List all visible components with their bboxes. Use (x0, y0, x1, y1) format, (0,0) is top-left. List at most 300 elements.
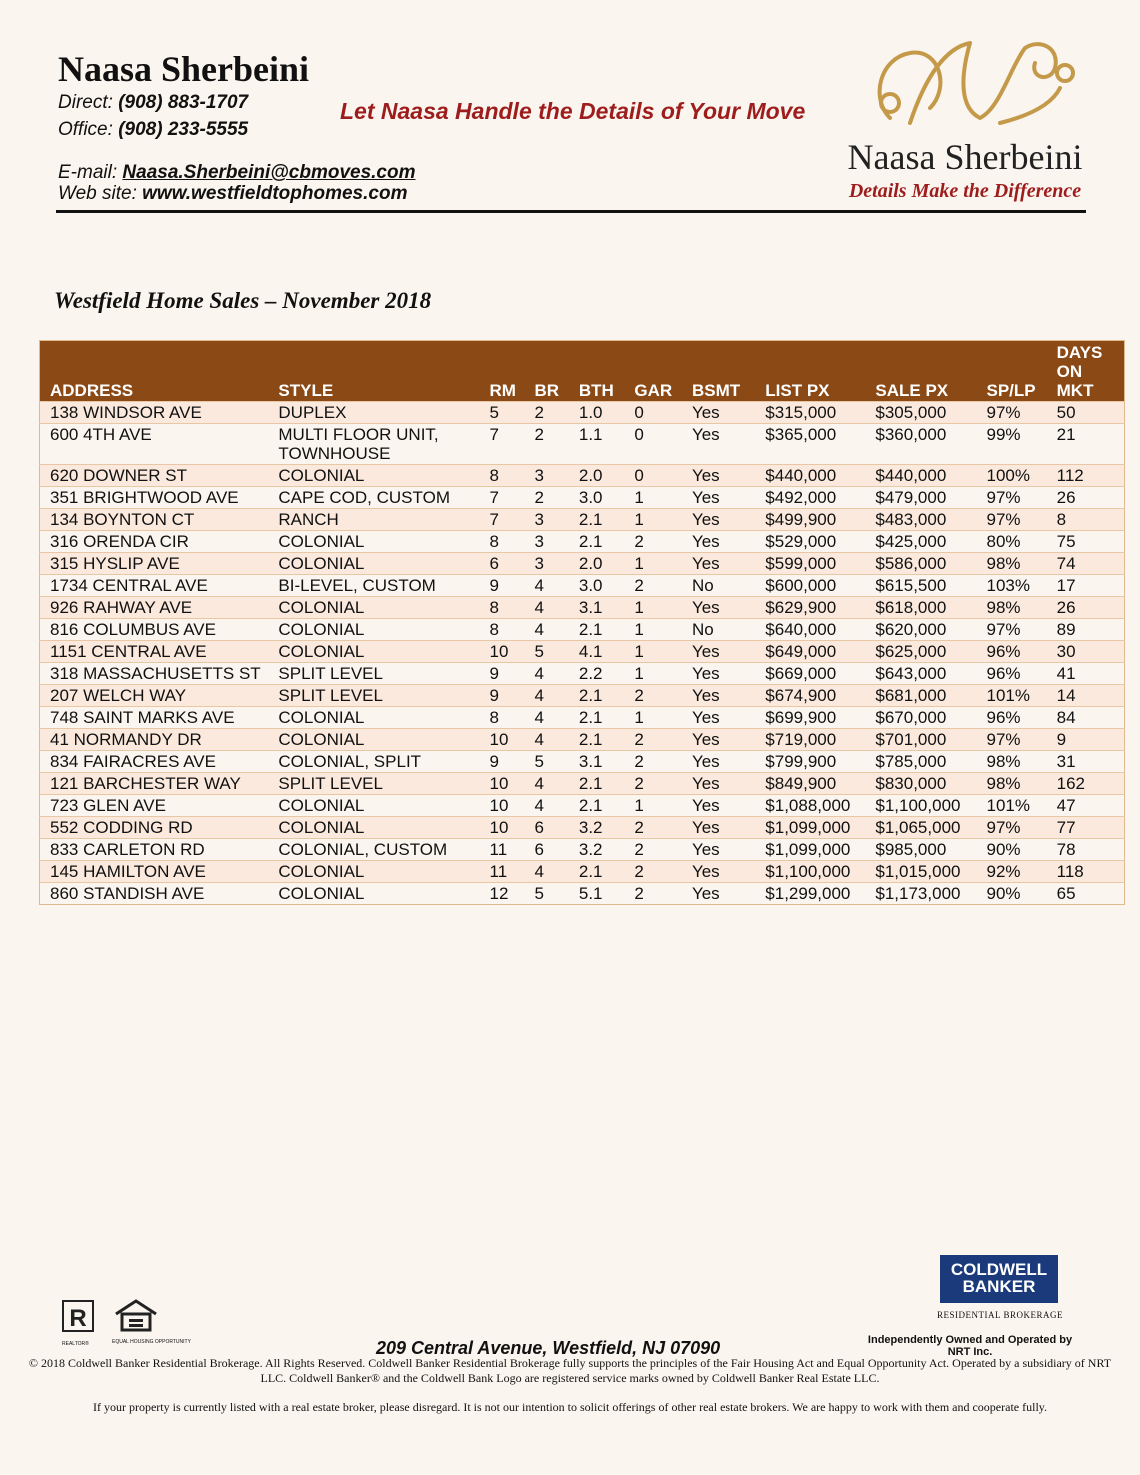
cell-style: COLONIAL (268, 619, 479, 641)
cell-bsmt: Yes (682, 773, 755, 795)
cell-bth: 2.1 (569, 509, 625, 531)
cell-bth: 2.1 (569, 861, 625, 883)
cell-address: 134 BOYNTON CT (40, 509, 269, 531)
cell-bth: 2.0 (569, 553, 625, 575)
cell-bsmt: Yes (682, 531, 755, 553)
monogram-icon (850, 28, 1090, 138)
cell-bth: 3.0 (569, 575, 625, 597)
table-row (40, 487, 1125, 509)
cell-rm: 12 (480, 883, 525, 905)
cell-days-on-market: 118 (1047, 861, 1125, 883)
cell-list-price: $1,100,000 (755, 861, 865, 883)
cell-gar: 2 (624, 729, 682, 751)
column-header-style: STYLE (268, 341, 479, 402)
cell-list-price: $674,900 (755, 685, 865, 707)
cell-bsmt: Yes (682, 487, 755, 509)
cell-bth: 2.1 (569, 795, 625, 817)
cell-br: 2 (524, 402, 568, 424)
tagline: Let Naasa Handle the Details of Your Move (340, 98, 806, 124)
cell-rm: 10 (480, 773, 525, 795)
cell-list-price: $719,000 (755, 729, 865, 751)
cell-list-price: $365,000 (755, 424, 865, 465)
cell-address: 834 FAIRACRES AVE (40, 751, 269, 773)
column-header-rm: RM (480, 341, 525, 402)
cell-gar: 2 (624, 839, 682, 861)
cell-list-price: $1,099,000 (755, 817, 865, 839)
cell-sale-price: $985,000 (865, 839, 976, 861)
email-label: E-mail: (58, 162, 118, 183)
cell-sale-price: $625,000 (865, 641, 976, 663)
table-row (40, 707, 1125, 729)
cell-br: 3 (524, 465, 568, 487)
cell-bsmt: Yes (682, 883, 755, 905)
cell-days-on-market: 78 (1047, 839, 1125, 861)
table-row (40, 663, 1125, 685)
column-header-days-on-market: DAYS ON MKT (1047, 341, 1125, 402)
cell-bth: 2.1 (569, 773, 625, 795)
cell-address: 833 CARLETON RD (40, 839, 269, 861)
cell-style: COLONIAL, CUSTOM (268, 839, 479, 861)
cell-days-on-market: 8 (1047, 509, 1125, 531)
office-phone[interactable]: (908) 233-5555 (118, 119, 249, 140)
cell-sp-lp: 96% (977, 707, 1047, 729)
cell-list-price: $649,000 (755, 641, 865, 663)
cell-bth: 2.0 (569, 465, 625, 487)
table-row (40, 509, 1125, 531)
cell-bsmt: Yes (682, 597, 755, 619)
cell-days-on-market: 74 (1047, 553, 1125, 575)
cell-gar: 0 (624, 402, 682, 424)
cell-style: MULTI FLOOR UNIT, TOWNHOUSE (268, 424, 479, 465)
cell-days-on-market: 162 (1047, 773, 1125, 795)
table-row (40, 817, 1125, 839)
cell-bth: 2.1 (569, 531, 625, 553)
cell-address: 121 BARCHESTER WAY (40, 773, 269, 795)
cell-days-on-market: 50 (1047, 402, 1125, 424)
cell-rm: 7 (480, 487, 525, 509)
cell-address: 860 STANDISH AVE (40, 883, 269, 905)
cell-style: COLONIAL (268, 531, 479, 553)
cell-bsmt: Yes (682, 424, 755, 465)
cell-sale-price: $360,000 (865, 424, 976, 465)
cell-list-price: $499,900 (755, 509, 865, 531)
column-header-sale-price: SALE PX (865, 341, 976, 402)
cell-rm: 10 (480, 795, 525, 817)
cell-bsmt: Yes (682, 751, 755, 773)
cell-bth: 2.1 (569, 707, 625, 729)
report-title: Westfield Home Sales – November 2018 (54, 288, 432, 313)
cell-days-on-market: 31 (1047, 751, 1125, 773)
cell-bsmt: Yes (682, 817, 755, 839)
cell-style: COLONIAL (268, 553, 479, 575)
cell-style: COLONIAL (268, 707, 479, 729)
cell-address: 620 DOWNER ST (40, 465, 269, 487)
cell-days-on-market: 30 (1047, 641, 1125, 663)
table-row (40, 553, 1125, 575)
cell-style: COLONIAL (268, 597, 479, 619)
cell-list-price: $1,299,000 (755, 883, 865, 905)
cell-list-price: $492,000 (755, 487, 865, 509)
cell-list-price: $669,000 (755, 663, 865, 685)
cell-style: CAPE COD, CUSTOM (268, 487, 479, 509)
cell-rm: 8 (480, 619, 525, 641)
cell-gar: 1 (624, 487, 682, 509)
cell-gar: 2 (624, 773, 682, 795)
equal-housing-icon (112, 1298, 191, 1345)
cell-bth: 3.2 (569, 839, 625, 861)
cell-sp-lp: 96% (977, 663, 1047, 685)
cell-days-on-market: 26 (1047, 487, 1125, 509)
cell-sp-lp: 97% (977, 402, 1047, 424)
footer-address: 209 Central Avenue, Westfield, NJ 07090 (376, 1338, 721, 1358)
cell-sale-price: $440,000 (865, 465, 976, 487)
cell-list-price: $1,099,000 (755, 839, 865, 861)
cell-bth: 2.1 (569, 729, 625, 751)
cell-gar: 2 (624, 575, 682, 597)
cell-rm: 10 (480, 641, 525, 663)
website-label: Web site: (58, 183, 137, 204)
cell-gar: 2 (624, 531, 682, 553)
cell-address: 552 CODDING RD (40, 817, 269, 839)
logo-name: Naasa Sherbeini (847, 137, 1083, 177)
cell-bsmt: Yes (682, 839, 755, 861)
logo-motto: Details Make the Difference (848, 180, 1082, 202)
website-line (58, 183, 407, 205)
cell-style: COLONIAL (268, 861, 479, 883)
table-row (40, 685, 1125, 707)
cell-gar: 1 (624, 509, 682, 531)
cb-logo-line2: BANKER (962, 1277, 1036, 1296)
cell-bth: 1.1 (569, 424, 625, 465)
office-phone-line (58, 119, 248, 141)
cell-rm: 8 (480, 465, 525, 487)
cell-gar: 0 (624, 424, 682, 465)
cell-br: 4 (524, 773, 568, 795)
office-label: Office: (58, 119, 113, 140)
table-row (40, 773, 1125, 795)
direct-phone-line (58, 92, 248, 114)
cell-sale-price: $586,000 (865, 553, 976, 575)
column-header-sp-lp: SP/LP (977, 341, 1047, 402)
table-row (40, 597, 1125, 619)
table-row (40, 883, 1125, 905)
cell-sale-price: $425,000 (865, 531, 976, 553)
cell-bsmt: Yes (682, 729, 755, 751)
cell-rm: 7 (480, 424, 525, 465)
cell-address: 41 NORMANDY DR (40, 729, 269, 751)
cell-sp-lp: 97% (977, 817, 1047, 839)
cell-address: 315 HYSLIP AVE (40, 553, 269, 575)
cell-list-price: $315,000 (755, 402, 865, 424)
cell-sp-lp: 80% (977, 531, 1047, 553)
cell-sp-lp: 97% (977, 487, 1047, 509)
cell-sale-price: $785,000 (865, 751, 976, 773)
cell-br: 5 (524, 883, 568, 905)
table-row (40, 575, 1125, 597)
cell-sale-price: $701,000 (865, 729, 976, 751)
cell-list-price: $629,900 (755, 597, 865, 619)
svg-text:R: R (69, 1305, 87, 1332)
cell-gar: 2 (624, 861, 682, 883)
cell-days-on-market: 17 (1047, 575, 1125, 597)
cell-list-price: $599,000 (755, 553, 865, 575)
cell-gar: 1 (624, 619, 682, 641)
cell-br: 4 (524, 597, 568, 619)
cell-bsmt: Yes (682, 509, 755, 531)
table-row (40, 729, 1125, 751)
cell-rm: 11 (480, 861, 525, 883)
table-row (40, 402, 1125, 424)
cell-rm: 8 (480, 707, 525, 729)
cell-sp-lp: 97% (977, 729, 1047, 751)
cell-sp-lp: 101% (977, 685, 1047, 707)
cell-address: 723 GLEN AVE (40, 795, 269, 817)
cell-bsmt: No (682, 575, 755, 597)
cell-bth: 2.1 (569, 685, 625, 707)
cell-bth: 4.1 (569, 641, 625, 663)
cell-address: 351 BRIGHTWOOD AVE (40, 487, 269, 509)
cell-list-price: $849,900 (755, 773, 865, 795)
cell-rm: 10 (480, 817, 525, 839)
table-row (40, 795, 1125, 817)
cell-days-on-market: 112 (1047, 465, 1125, 487)
cell-list-price: $799,900 (755, 751, 865, 773)
cell-style: RANCH (268, 509, 479, 531)
cell-br: 4 (524, 729, 568, 751)
cell-sale-price: $830,000 (865, 773, 976, 795)
cell-sp-lp: 98% (977, 597, 1047, 619)
cell-bsmt: No (682, 619, 755, 641)
sales-table (39, 340, 1125, 905)
coldwell-banker-logo (940, 1255, 1058, 1303)
cell-gar: 0 (624, 465, 682, 487)
cell-sale-price: $618,000 (865, 597, 976, 619)
cell-days-on-market: 26 (1047, 597, 1125, 619)
cell-bth: 2.1 (569, 619, 625, 641)
cell-style: COLONIAL, SPLIT (268, 751, 479, 773)
cell-sale-price: $305,000 (865, 402, 976, 424)
cell-rm: 10 (480, 729, 525, 751)
cell-bth: 3.1 (569, 597, 625, 619)
cell-list-price: $699,900 (755, 707, 865, 729)
table-row (40, 641, 1125, 663)
cell-rm: 7 (480, 509, 525, 531)
website-link[interactable]: www.westfieldtophomes.com (142, 183, 408, 204)
cell-bsmt: Yes (682, 707, 755, 729)
column-header-address: ADDRESS (40, 341, 269, 402)
cell-rm: 8 (480, 597, 525, 619)
cell-sp-lp: 90% (977, 839, 1047, 861)
cb-subtitle: RESIDENTIAL BROKERAGE (937, 1310, 1063, 1320)
cell-style: COLONIAL (268, 883, 479, 905)
cell-br: 4 (524, 795, 568, 817)
cell-sp-lp: 103% (977, 575, 1047, 597)
cell-address: 318 MASSACHUSETTS ST (40, 663, 269, 685)
cell-days-on-market: 47 (1047, 795, 1125, 817)
cell-gar: 1 (624, 707, 682, 729)
header-divider (56, 210, 1086, 213)
table-row (40, 619, 1125, 641)
cell-br: 6 (524, 839, 568, 861)
footer-owned: Independently Owned and Operated by NRT Inc. (867, 1334, 1073, 1358)
cell-style: COLONIAL (268, 729, 479, 751)
cell-style: COLONIAL (268, 465, 479, 487)
cell-br: 4 (524, 663, 568, 685)
cell-days-on-market: 41 (1047, 663, 1125, 685)
cell-sale-price: $479,000 (865, 487, 976, 509)
email-link[interactable]: Naasa.Sherbeini@cbmoves.com (122, 162, 416, 183)
cell-days-on-market: 89 (1047, 619, 1125, 641)
cell-gar: 2 (624, 751, 682, 773)
cell-bth: 1.0 (569, 402, 625, 424)
cell-sale-price: $620,000 (865, 619, 976, 641)
realtor-label: REALTOR® (62, 1341, 89, 1347)
cell-bsmt: Yes (682, 402, 755, 424)
direct-label: Direct: (58, 92, 113, 113)
cb-logo-line1: COLDWELL (950, 1260, 1048, 1279)
cell-rm: 9 (480, 751, 525, 773)
direct-phone[interactable]: (908) 883-1707 (118, 92, 249, 113)
cell-sp-lp: 98% (977, 553, 1047, 575)
cell-days-on-market: 84 (1047, 707, 1125, 729)
cell-bth: 3.1 (569, 751, 625, 773)
cell-br: 4 (524, 619, 568, 641)
cell-address: 145 HAMILTON AVE (40, 861, 269, 883)
cell-rm: 11 (480, 839, 525, 861)
cell-br: 3 (524, 531, 568, 553)
cell-sp-lp: 92% (977, 861, 1047, 883)
cell-days-on-market: 77 (1047, 817, 1125, 839)
cell-style: COLONIAL (268, 817, 479, 839)
cell-list-price: $529,000 (755, 531, 865, 553)
cell-list-price: $1,088,000 (755, 795, 865, 817)
footer-copyright: © 2018 Coldwell Banker Residential Brokerage. All Rights Reserved. Coldwell Banker Residential Brokerage fully supports the principles of the Fair Housing Act and Equal Opportunity Act. Operated by a subsidiary of NRT LLC. Coldwell Banker® and the Coldwell Bank Logo are registered service marks owned by Coldwell Banker Real Estate LLC. (28, 1356, 1112, 1385)
cell-sp-lp: 101% (977, 795, 1047, 817)
cell-sale-price: $1,015,000 (865, 861, 976, 883)
cell-address: 748 SAINT MARKS AVE (40, 707, 269, 729)
cell-sale-price: $1,100,000 (865, 795, 976, 817)
cell-sp-lp: 100% (977, 465, 1047, 487)
cell-days-on-market: 65 (1047, 883, 1125, 905)
cell-br: 2 (524, 487, 568, 509)
cell-bsmt: Yes (682, 641, 755, 663)
cell-gar: 1 (624, 795, 682, 817)
column-header-bth: BTH (569, 341, 625, 402)
cell-bsmt: Yes (682, 553, 755, 575)
realtor-icon (62, 1300, 94, 1347)
cell-style: SPLIT LEVEL (268, 685, 479, 707)
cell-sp-lp: 90% (977, 883, 1047, 905)
cell-sale-price: $681,000 (865, 685, 976, 707)
cell-rm: 6 (480, 553, 525, 575)
cell-sp-lp: 99% (977, 424, 1047, 465)
cell-style: SPLIT LEVEL (268, 663, 479, 685)
agent-logo (840, 28, 1100, 208)
cell-sp-lp: 96% (977, 641, 1047, 663)
cell-bth: 3.0 (569, 487, 625, 509)
cell-sale-price: $643,000 (865, 663, 976, 685)
table-header-row (40, 341, 1125, 402)
cell-br: 4 (524, 707, 568, 729)
cell-br: 6 (524, 817, 568, 839)
column-header-list-price: LIST PX (755, 341, 865, 402)
cell-sale-price: $615,500 (865, 575, 976, 597)
cell-bsmt: Yes (682, 465, 755, 487)
cell-br: 4 (524, 685, 568, 707)
cell-sp-lp: 97% (977, 619, 1047, 641)
cell-address: 138 WINDSOR AVE (40, 402, 269, 424)
cell-list-price: $600,000 (755, 575, 865, 597)
cell-style: SPLIT LEVEL (268, 773, 479, 795)
cell-days-on-market: 75 (1047, 531, 1125, 553)
cell-gar: 1 (624, 663, 682, 685)
cell-style: COLONIAL (268, 795, 479, 817)
email-line (58, 162, 416, 184)
cell-bsmt: Yes (682, 685, 755, 707)
cell-address: 816 COLUMBUS AVE (40, 619, 269, 641)
cell-bth: 5.1 (569, 883, 625, 905)
table-row (40, 424, 1125, 465)
cell-bsmt: Yes (682, 861, 755, 883)
cell-rm: 8 (480, 531, 525, 553)
column-header-bsmt: BSMT (682, 341, 755, 402)
cell-gar: 1 (624, 597, 682, 619)
column-header-gar: GAR (624, 341, 682, 402)
footer-disclaimer: If your property is currently listed with a real estate broker, please disregard. It is not our intention to solicit offerings of other real estate brokers. We are happy to work with them and cooperate fully. (92, 1400, 1048, 1414)
cell-bsmt: Yes (682, 663, 755, 685)
cell-days-on-market: 21 (1047, 424, 1125, 465)
cell-address: 1734 CENTRAL AVE (40, 575, 269, 597)
cell-br: 5 (524, 751, 568, 773)
cell-br: 4 (524, 575, 568, 597)
cell-gar: 1 (624, 641, 682, 663)
cell-address: 316 ORENDA CIR (40, 531, 269, 553)
cell-days-on-market: 9 (1047, 729, 1125, 751)
cell-sp-lp: 98% (977, 751, 1047, 773)
table-row (40, 839, 1125, 861)
cell-rm: 9 (480, 685, 525, 707)
cell-bth: 2.2 (569, 663, 625, 685)
cell-sp-lp: 98% (977, 773, 1047, 795)
housing-label: EQUAL HOUSING OPPORTUNITY (112, 1339, 191, 1345)
cell-list-price: $640,000 (755, 619, 865, 641)
cell-br: 4 (524, 861, 568, 883)
cell-address: 1151 CENTRAL AVE (40, 641, 269, 663)
cell-rm: 5 (480, 402, 525, 424)
cell-br: 3 (524, 509, 568, 531)
table-row (40, 861, 1125, 883)
cell-br: 5 (524, 641, 568, 663)
cell-style: DUPLEX (268, 402, 479, 424)
agent-name: Naasa Sherbeini (58, 49, 310, 89)
cell-gar: 2 (624, 883, 682, 905)
cell-address: 926 RAHWAY AVE (40, 597, 269, 619)
cell-gar: 2 (624, 685, 682, 707)
column-header-br: BR (524, 341, 568, 402)
cell-sale-price: $1,173,000 (865, 883, 976, 905)
table-row (40, 531, 1125, 553)
cell-gar: 1 (624, 553, 682, 575)
cell-address: 600 4TH AVE (40, 424, 269, 465)
table-row (40, 465, 1125, 487)
cell-rm: 9 (480, 575, 525, 597)
cell-gar: 2 (624, 817, 682, 839)
cell-br: 2 (524, 424, 568, 465)
cell-br: 3 (524, 553, 568, 575)
cell-sale-price: $670,000 (865, 707, 976, 729)
cell-address: 207 WELCH WAY (40, 685, 269, 707)
cell-bsmt: Yes (682, 795, 755, 817)
